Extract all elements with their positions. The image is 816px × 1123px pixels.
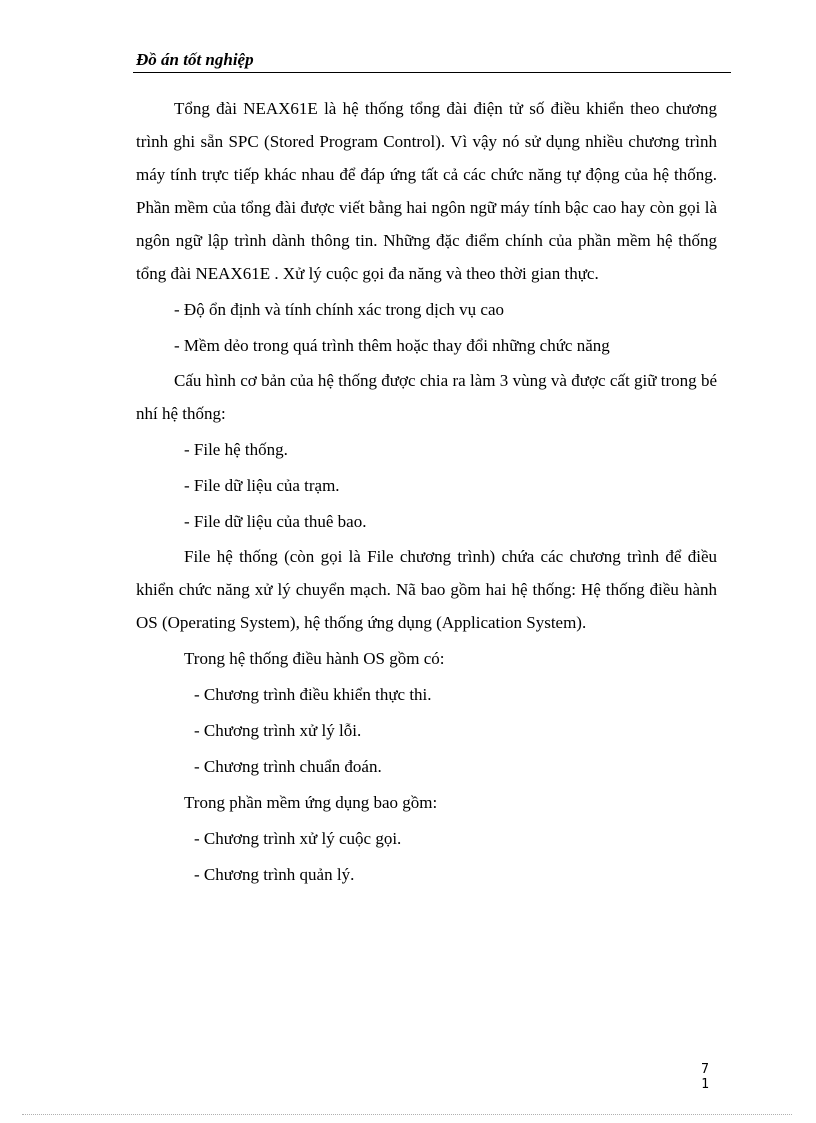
page-number-top-digit: 7 — [701, 1062, 709, 1077]
intro-paragraph: Tổng đài NEAX61E là hệ thống tổng đài điện tử số điều khiển theo chương trình ghi sẵn SPC (Stored Program Control). Vì vậy nó sử dụng nhiều chương trình máy tính trực tiếp khác nhau để đáp ứng tất cả các chức năng tự động của hệ thống. Phần mềm của tổng đài được viết bằng hai ngôn ngữ máy tính bậc cao hay còn gọi là ngôn ngữ lập trình dành thông tin. Những đặc điểm chính của phần mềm hệ thống tổng đài NEAX61E . Xử lý cuộc gọi đa năng và theo thời gian thực. — [136, 99, 717, 283]
file-list-item-station: - File dữ liệu của trạm. — [184, 476, 340, 495]
os-item-error-handling: - Chương trình xử lý lỗi. — [194, 721, 362, 740]
system-file-paragraph: File hệ thống (còn gọi là File chương trình) chứa các chương trình để điều khiển chức năng xử lý chuyển mạch. Nã bao gồm hai hệ thống: Hệ thống điều hành OS (Operating System), hệ thống ứng dụng (Application System). — [136, 547, 717, 632]
feature-item-flexibility: - Mềm dẻo trong quá trình thêm hoặc thay đổi những chức năng — [174, 336, 610, 355]
feature-item-stability: - Độ ổn định và tính chính xác trong dịch vụ cao — [174, 300, 505, 319]
page-bottom-border — [22, 1114, 792, 1115]
config-paragraph: Cấu hình cơ bản của hệ thống được chia ra làm 3 vùng và được cất giữ trong bé nhí hệ thống: — [136, 371, 717, 423]
file-list-item-system: - File hệ thống. — [184, 440, 288, 459]
file-list-item-subscriber: - File dữ liệu của thuê bao. — [184, 512, 367, 531]
app-heading: Trong phần mềm ứng dụng bao gồm: — [184, 793, 438, 812]
page-number-bottom-digit: 1 — [701, 1077, 709, 1092]
app-item-management: - Chương trình quản lý. — [194, 865, 355, 884]
app-item-call-processing: - Chương trình xử lý cuộc gọi. — [194, 829, 402, 848]
document-body — [136, 92, 717, 893]
os-item-execution-control: - Chương trình điều khiển thực thi. — [194, 685, 432, 704]
header-divider — [133, 72, 731, 73]
os-heading: Trong hệ thống điều hành OS gồm có: — [184, 649, 445, 668]
page-number — [698, 1062, 712, 1092]
document-header-title: Đồ án tốt nghiệp — [136, 50, 254, 69]
os-item-diagnostics: - Chương trình chuẩn đoán. — [194, 757, 382, 776]
